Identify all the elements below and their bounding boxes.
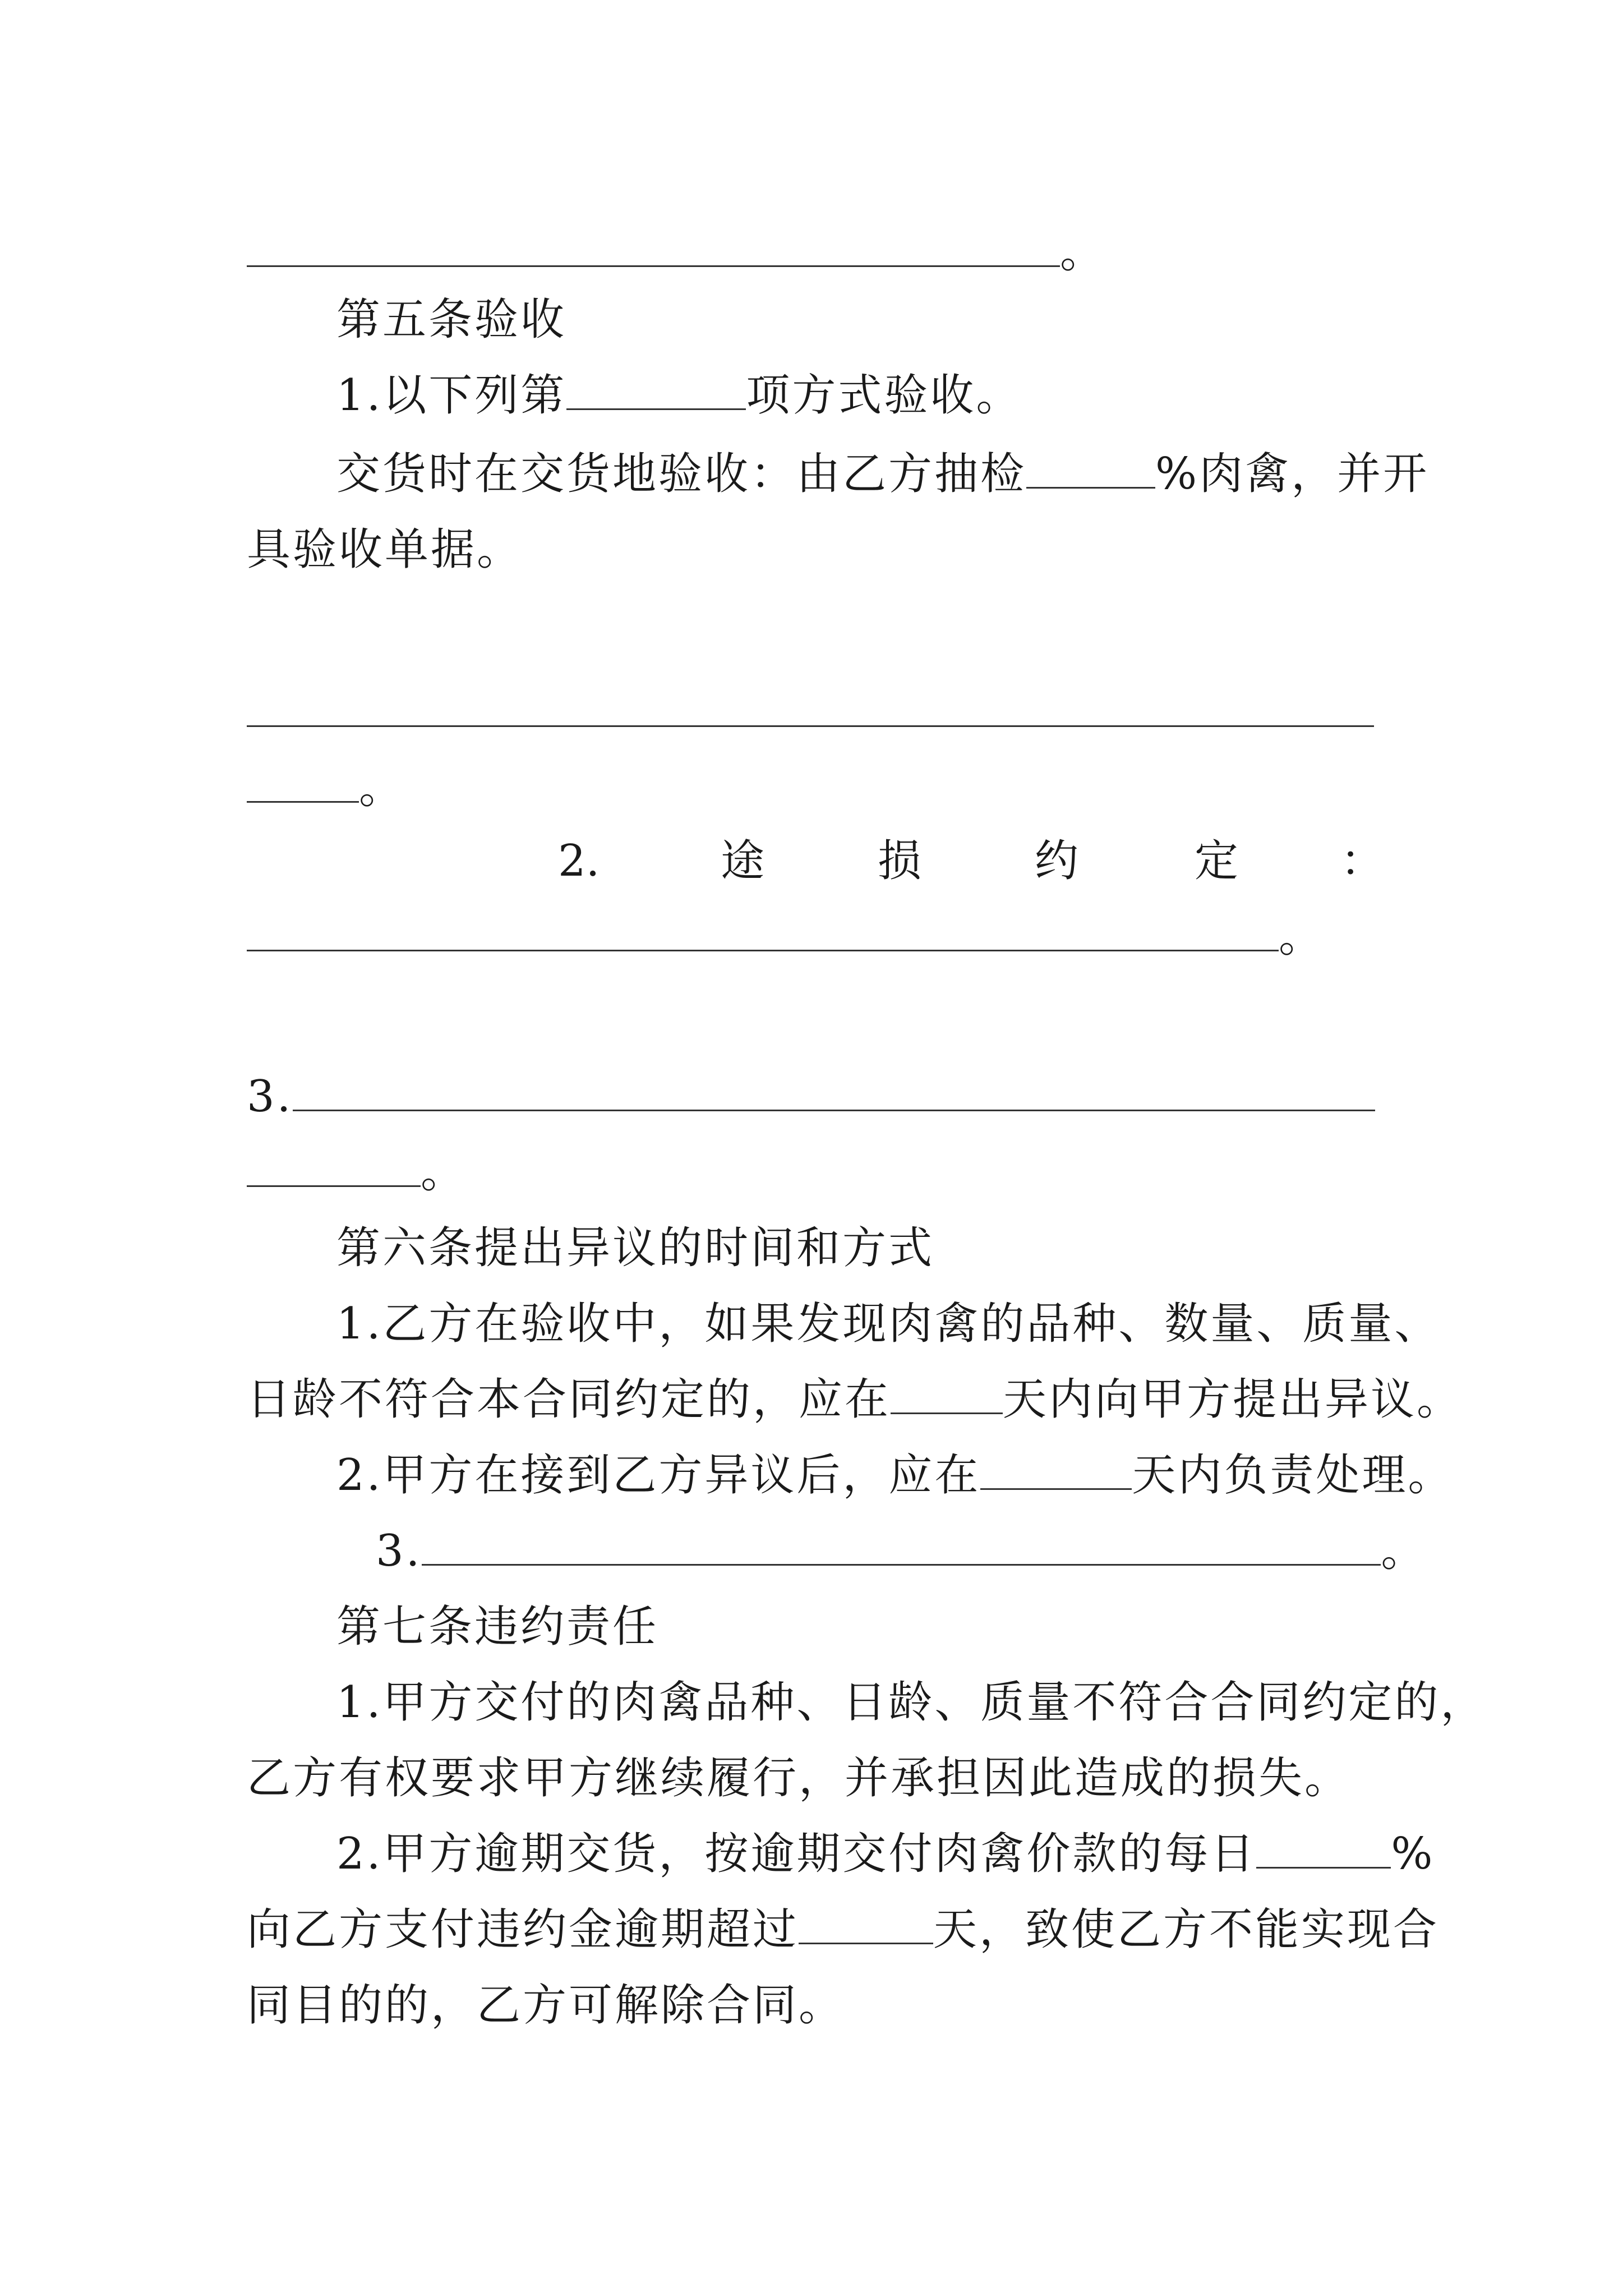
fill-blank[interactable] xyxy=(1026,448,1155,489)
article-5-item-2-char: 途 xyxy=(721,836,765,886)
article-6-title: 第六条提出异议的时间和方式 xyxy=(336,1223,935,1273)
article-5-item-2-char: 损 xyxy=(878,836,922,886)
article-6-item-1: 1.乙方在验收中，如果发现肉禽的品种、数量、质量、 xyxy=(336,1299,1441,1349)
article-5-item-2-char: 约 xyxy=(1035,836,1079,886)
article-5-item-1: 1.以下列第 项方式验收。 xyxy=(336,370,1022,421)
blank-line-2-cont: 。 xyxy=(247,760,405,816)
fill-blank[interactable] xyxy=(891,1373,1003,1414)
article-5-item-2-colon: ： xyxy=(1340,836,1385,886)
article-5-para-1: 交货时在交货地验收：由乙方抽检 %肉禽，并开 xyxy=(336,449,1430,499)
fill-blank[interactable] xyxy=(293,1070,1375,1111)
article-7-item-1: 1.甲方交付的肉禽品种、日龄、质量不符合合同约定的， xyxy=(336,1677,1487,1728)
article-5-para-1-cont: 具验收单据。 xyxy=(247,524,523,575)
article-7-item-1-cont: 乙方有权要求甲方继续履行，并承担因此造成的损失。 xyxy=(247,1753,1351,1803)
fill-blank[interactable] xyxy=(799,1903,933,1944)
fill-blank[interactable] xyxy=(247,910,1279,951)
article-6-item-1-cont: 日龄不符合本合同约定的，应在 天内向甲方提出异议。 xyxy=(247,1374,1463,1425)
article-7-item-2-cont: 向乙方支付违约金逾期超过 天，致使乙方不能实现合 xyxy=(247,1904,1440,1955)
period: 。 xyxy=(1060,227,1106,278)
article-5-item-2-char: 定 xyxy=(1195,836,1239,886)
fill-blank[interactable] xyxy=(980,1449,1132,1490)
fill-blank[interactable] xyxy=(422,1525,1381,1566)
article-7-title: 第七条违约责任 xyxy=(336,1602,659,1652)
fill-blank[interactable] xyxy=(1256,1828,1391,1869)
fill-blank[interactable] xyxy=(247,686,1374,727)
fill-blank[interactable] xyxy=(566,369,746,410)
article-6-item-3: 3. 。 xyxy=(376,1526,1427,1576)
fill-blank[interactable] xyxy=(247,1146,421,1187)
article-7-item-2: 2.甲方逾期交货，按逾期交付肉禽价款的每日 % xyxy=(336,1829,1435,1879)
fill-blank[interactable] xyxy=(247,762,359,803)
article-7-item-2-cont2: 同目的的，乙方可解除合同。 xyxy=(247,1980,845,2031)
article-5-title: 第五条验收 xyxy=(336,295,567,345)
blank-line-1 xyxy=(247,224,1106,280)
blank-line-2 xyxy=(247,684,1374,740)
fill-blank[interactable] xyxy=(247,226,1060,267)
article-5-item-3: 3. xyxy=(247,1069,1375,1125)
article-5-item-3-cont: 。 xyxy=(247,1144,467,1200)
article-5-item-2-blank: 。 xyxy=(247,909,1325,965)
article-5-item-2-num: 2. xyxy=(558,836,600,886)
article-6-item-2: 2.甲方在接到乙方异议后，应在 天内负责处理。 xyxy=(336,1450,1454,1501)
